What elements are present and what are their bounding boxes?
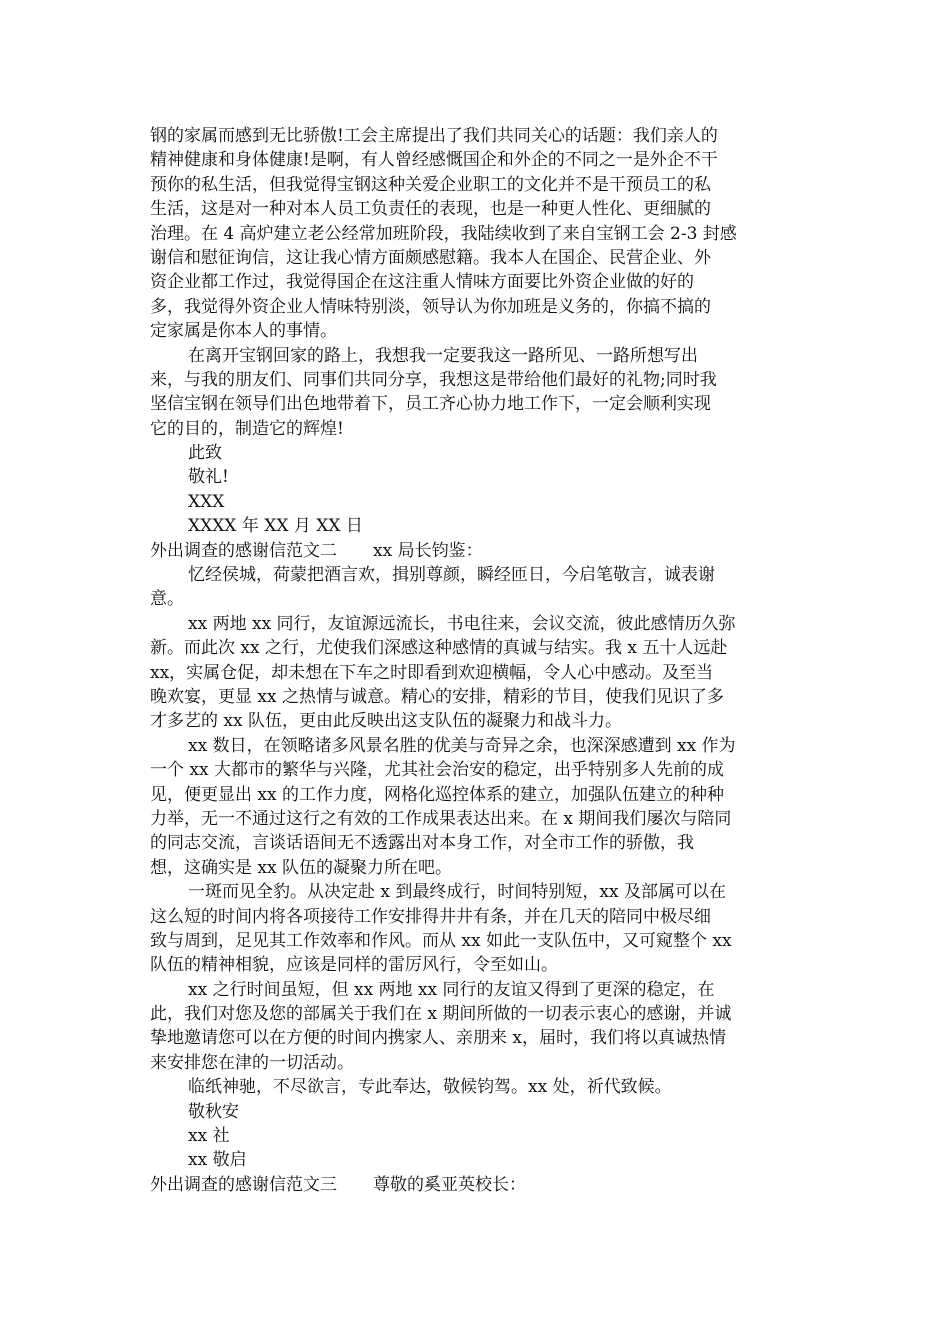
signature-date: XXXX 年 XX 月 XX 日 bbox=[188, 516, 363, 537]
text-line: 谢信和慰征询信，这让我心情方面颇感慰籍。我本人在国企、民营企业、外 bbox=[150, 247, 711, 268]
text-line: xx 两地 xx 同行，友谊源远流长，书电往来，会议交流，彼此感情历久弥 bbox=[188, 613, 736, 634]
text-line: xx 之行时间虽短，但 xx 两地 xx 同行的友谊又得到了更深的稳定，在 bbox=[188, 979, 715, 1000]
text-line: 临纸神驰，不尽欲言，专此奉达，敬候钧驾。xx 处，祈代致候。 bbox=[188, 1077, 672, 1098]
section-title: 外出调查的感谢信范文三 bbox=[150, 1174, 337, 1195]
salutation: 尊敬的奚亚英校长： bbox=[373, 1174, 526, 1195]
text-line: 它的目的，制造它的辉煌! bbox=[150, 418, 344, 439]
text-line: 想，这确实是 xx 队伍的凝聚力所在吧。 bbox=[150, 857, 452, 878]
text-line: 见，便更显出 xx 的工作力度，网格化巡控体系的建立，加强队伍建立的种种 bbox=[150, 784, 724, 805]
text-line: 新。而此次 xx 之行，尤使我们深感这种感情的真诚与结实。我 x 五十人远赴 bbox=[150, 638, 728, 659]
text-line: 在离开宝钢回家的路上，我想我一定要我这一路所见、一路所想写出 bbox=[188, 345, 698, 366]
text-line: 意。 bbox=[150, 589, 184, 610]
paragraph-6 bbox=[150, 880, 810, 978]
text-line: 资企业都工作过，我觉得国企在这注重人情味方面要比外资企业做的好的 bbox=[150, 272, 694, 293]
section-heading-3 bbox=[150, 1173, 810, 1197]
text-line: 忆经侯城，荷蒙把酒言欢，揖别尊颜，瞬经匝日，今启笔敬言，诚表谢 bbox=[188, 565, 715, 586]
text-line: 预你的私生活，但我觉得宝钢这种关爱企业职工的文化并不是干预员工的私 bbox=[150, 174, 711, 195]
paragraph-5 bbox=[150, 734, 810, 880]
closing-line: 敬秋安 bbox=[188, 1101, 239, 1122]
paragraph-1 bbox=[150, 124, 810, 344]
text-line: 多，我觉得外资企业人情味特别淡，领导认为你加班是义务的，你搞不搞的 bbox=[150, 296, 711, 317]
signature-line: xx 敬启 bbox=[188, 1150, 247, 1171]
paragraph-2 bbox=[150, 344, 810, 442]
paragraph-8 bbox=[150, 1075, 810, 1099]
closing-block-1 bbox=[150, 441, 810, 539]
signature-name: XXX bbox=[188, 491, 225, 512]
text-line: 才多艺的 xx 队伍，更由此反映出这支队伍的凝聚力和战斗力。 bbox=[150, 711, 622, 732]
text-line: 定家属是你本人的事情。 bbox=[150, 321, 337, 342]
text-line: 队伍的精神相貌，应该是同样的雷厉风行，令至如山。 bbox=[150, 955, 558, 976]
paragraph-3 bbox=[150, 563, 810, 612]
text-line: 一斑而见全豹。从决定赴 x 到最终成行，时间特别短，xx 及部属可以在 bbox=[188, 882, 726, 903]
text-line: 钢的家属而感到无比骄傲!工会主席提出了我们共同关心的话题：我们亲人的 bbox=[150, 126, 718, 146]
section-heading-2 bbox=[150, 539, 810, 563]
text-line: 的同志交流，言谈话语间无不透露出对本身工作，对全市工作的骄傲，我 bbox=[150, 833, 694, 854]
text-line: 晚欢宴，更显 xx 之热情与诚意。精心的安排，精彩的节目，使我们见识了多 bbox=[150, 686, 724, 707]
paragraph-4 bbox=[150, 612, 810, 734]
closing-block-2 bbox=[150, 1100, 810, 1173]
text-line: 来安排您在津的一切活动。 bbox=[150, 1052, 354, 1073]
text-line: xx，实属仓促，却未想在下车之时即看到欢迎横幅，令人心中感动。及至当 bbox=[150, 662, 714, 683]
closing-line: 此致 bbox=[188, 443, 222, 464]
text-line: 这么短的时间内将各项接待工作安排得井井有条，并在几天的陪同中极尽细 bbox=[150, 906, 711, 927]
text-line: 一个 xx 大都市的繁华与兴隆，尤其社会治安的稳定，出乎特别多人先前的成 bbox=[150, 760, 724, 781]
text-line: 致与周到，足见其工作效率和作风。而从 xx 如此一支队伍中，又可窥整个 xx bbox=[150, 930, 732, 951]
text-line: 来，与我的朋友们、同事们共同分享，我想这是带给他们最好的礼物;同时我 bbox=[150, 369, 717, 390]
signature-name: xx 社 bbox=[188, 1126, 230, 1147]
salutation: xx 局长钧鉴： bbox=[373, 540, 483, 561]
document-body bbox=[150, 124, 810, 1197]
text-line: xx 数日，在领略诸多风景名胜的优美与奇异之余，也深深感遭到 xx 作为 bbox=[188, 735, 736, 756]
text-line: 此，我们对您及您的部属关于我们在 x 期间所做的一切表示衷心的感谢，并诚 bbox=[150, 1004, 732, 1025]
text-line: 治理。在 4 高炉建立老公经常加班阶段，我陆续收到了来自宝钢工会 2-3 封感 bbox=[150, 223, 737, 244]
text-line: 坚信宝钢在领导们出色地带着下，员工齐心协力地工作下，一定会顺利实现 bbox=[150, 394, 711, 415]
text-line: 力举，无一不通过这行之有效的工作成果表达出来。在 x 期间我们屡次与陪同 bbox=[150, 808, 732, 829]
paragraph-7 bbox=[150, 978, 810, 1076]
section-title: 外出调查的感谢信范文二 bbox=[150, 540, 337, 561]
text-line: 精神健康和身体健康!是啊，有人曾经感慨国企和外企的不同之一是外企不干 bbox=[150, 150, 718, 171]
closing-line: 敬礼! bbox=[188, 467, 229, 488]
text-line: 挚地邀请您可以在方便的时间内携家人、亲朋来 x，届时，我们将以真诚热情 bbox=[150, 1028, 726, 1049]
text-line: 生活，这是对一种对本人员工负责任的表现，也是一种更人性化、更细腻的 bbox=[150, 199, 711, 220]
